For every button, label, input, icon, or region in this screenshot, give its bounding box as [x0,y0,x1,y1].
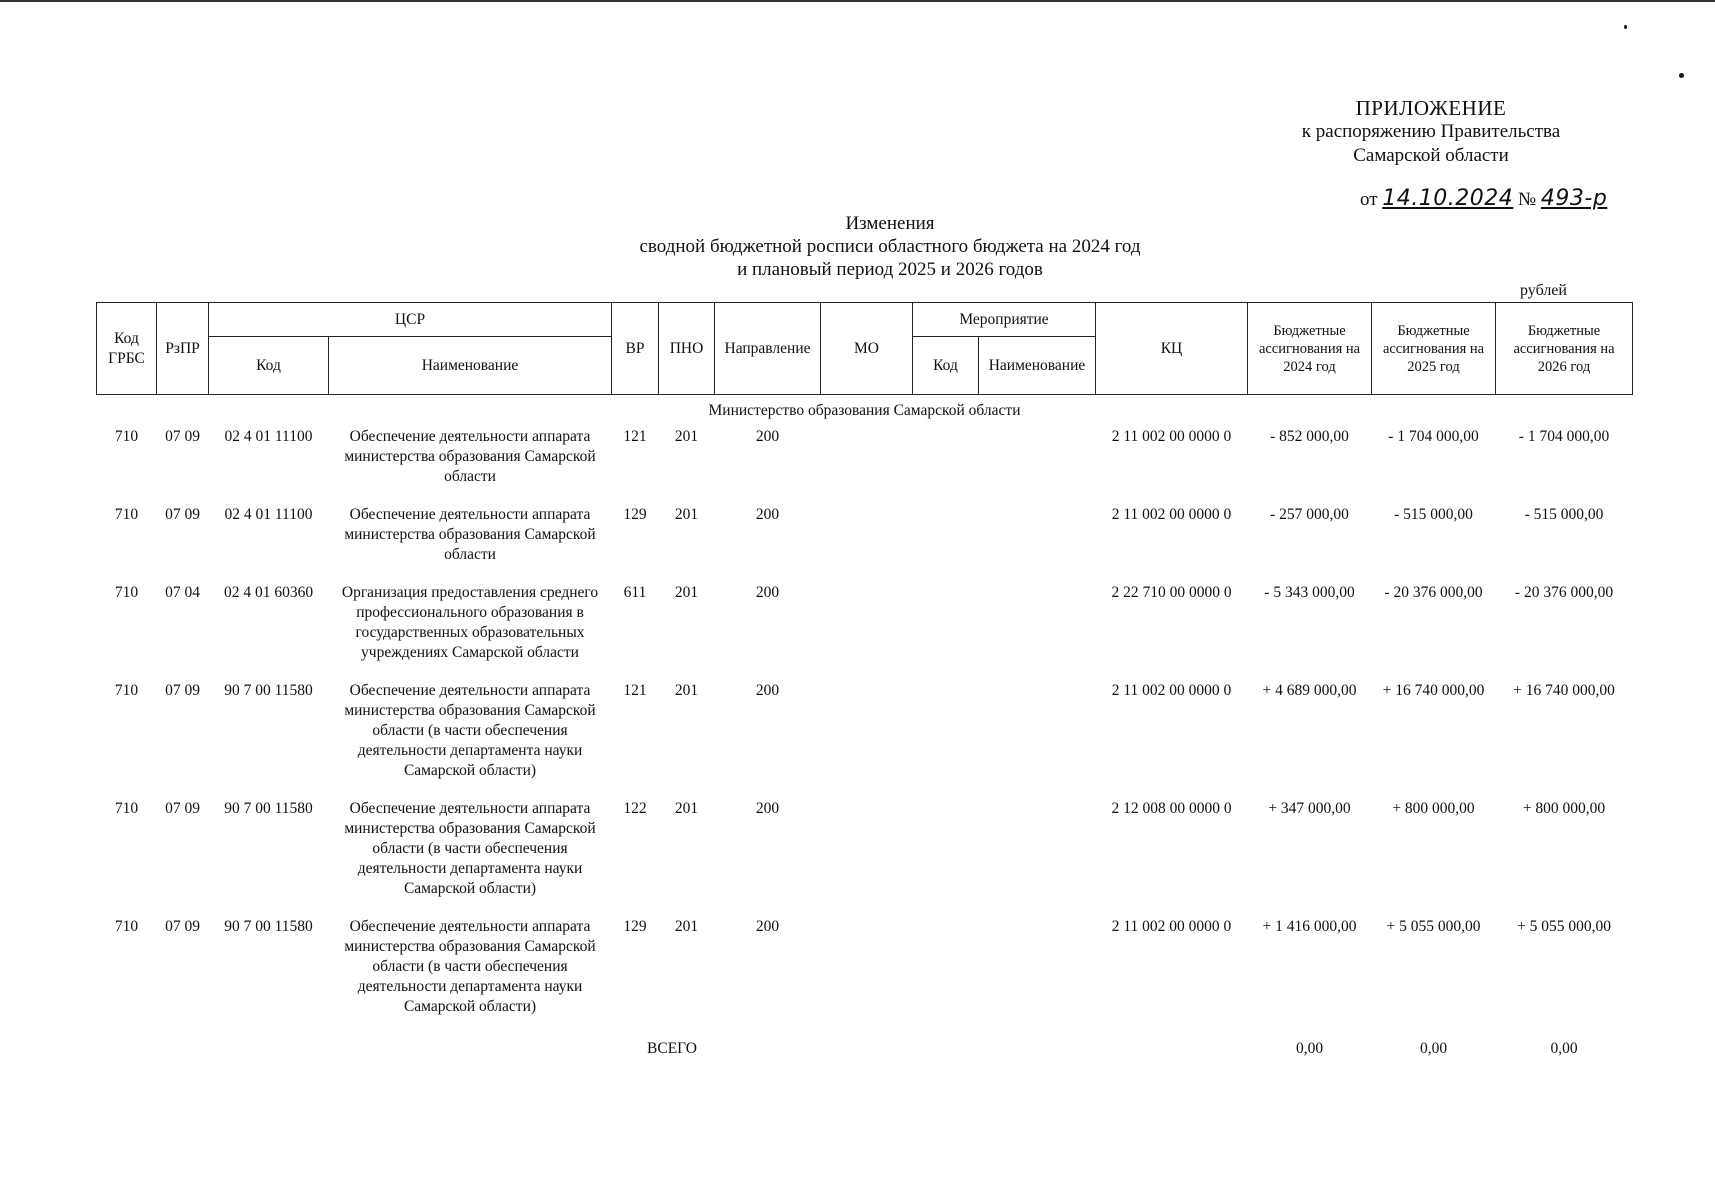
cell-y2024: - 5 343 000,00 [1264,584,1355,601]
cell-ev-code [913,917,979,1017]
cell-name: Обеспечение деятельности аппарата министерства образования Самарской области (в части обеспечения деятельности департамента науки Самарской области) [344,918,596,1015]
total-row [97,1035,1633,1059]
total-2025: 0,00 [1419,1040,1448,1057]
scan-speck [1624,25,1627,29]
spacer-cell [97,565,1633,583]
cell-csr: 90 7 00 11580 [224,800,313,817]
cell-vr: 129 [623,918,647,935]
spacer-cell [97,781,1633,799]
header-2026: Бюджетные ассигнования на 2026 год [1496,303,1633,395]
cell-y2026: - 1 704 000,00 [1518,428,1610,445]
order-number: 493-р [1540,186,1608,211]
row-spacer [97,565,1633,583]
budget-table [96,302,1633,1059]
cell-vr: 121 [623,428,647,445]
header-csr-name: Наименование [329,337,612,395]
cell-name: Обеспечение деятельности аппарата министерства образования Самарской области [344,506,596,563]
cell-rzpr: 07 09 [165,506,200,523]
cell-ev-name [979,583,1096,663]
header-mo: МО [821,303,913,395]
cell-y2026: - 515 000,00 [1524,506,1604,523]
header-kc: КЦ [1096,303,1248,395]
cell-y2026: + 800 000,00 [1522,800,1606,817]
cell-y2024: + 1 416 000,00 [1262,918,1357,935]
cell-vr: 121 [623,682,647,699]
header-pno: ПНО [659,303,715,395]
cell-name: Обеспечение деятельности аппарата министерства образования Самарской области (в части обеспечения деятельности департамента науки Самарской области) [344,682,596,779]
appendix-header [1251,96,1611,168]
cell-direction: 200 [755,506,780,523]
document-subtitle-2: и плановый период 2025 и 2026 годов [737,259,1043,280]
order-date: 14.10.2024 [1382,186,1514,211]
cell-kc: 2 12 008 00 0000 0 [1111,800,1232,817]
appendix-line-1: к распоряжению Правительства [1301,121,1561,142]
scan-speck [1679,73,1684,78]
spacer-cell [97,663,1633,681]
cell-y2024: + 347 000,00 [1268,800,1351,817]
group-title: Министерство образования Самарской области [708,402,1021,419]
cell-direction: 200 [755,918,780,935]
total-2026: 0,00 [1550,1040,1578,1057]
cell-rzpr: 07 09 [165,682,200,699]
document-subtitle-1: сводной бюджетной росписи областного бюджета на 2024 год [639,236,1141,257]
units-label: рублей [1520,282,1567,299]
total-label: ВСЕГО [647,1040,697,1057]
cell-grbs: 710 [114,428,139,445]
number-prefix: № [1518,189,1537,210]
cell-vr: 129 [623,506,647,523]
row-spacer [97,899,1633,917]
spacer-cell [97,899,1633,917]
cell-rzpr: 07 09 [165,918,200,935]
cell-y2025: + 16 740 000,00 [1382,682,1485,699]
header-rzpr: РзПР [157,303,209,395]
cell-mo [821,917,913,1017]
spacer-cell [97,1017,1633,1035]
cell-mo [821,505,913,565]
cell-vr: 611 [623,584,647,601]
cell-name: Обеспечение деятельности аппарата министерства образования Самарской области (в части обеспечения деятельности департамента науки Самарской области) [344,800,596,897]
cell-grbs: 710 [114,506,139,523]
cell-y2025: + 800 000,00 [1392,800,1475,817]
page-top-border [0,0,1715,2]
group-row [97,395,1633,428]
table-row [97,583,1633,663]
cell-y2024: - 852 000,00 [1270,428,1349,445]
order-reference [1360,186,1607,211]
cell-grbs: 710 [114,584,139,601]
cell-csr: 02 4 01 11100 [224,428,313,445]
cell-vr: 122 [623,800,647,817]
total-2024: 0,00 [1295,1040,1324,1057]
cell-kc: 2 22 710 00 0000 0 [1111,584,1232,601]
cell-y2025: + 5 055 000,00 [1386,918,1481,935]
row-spacer [97,487,1633,505]
date-prefix: от [1360,189,1378,210]
cell-y2025: - 1 704 000,00 [1388,428,1479,445]
cell-kc: 2 11 002 00 0000 0 [1111,428,1232,445]
cell-y2025: - 515 000,00 [1394,506,1473,523]
cell-ev-name [979,505,1096,565]
cell-mo [821,427,913,487]
table-body [97,395,1633,1060]
row-spacer [97,663,1633,681]
cell-csr: 90 7 00 11580 [224,918,313,935]
table-row [97,917,1633,1017]
cell-name: Организация предоставления среднего профессионального образования в государственных образовательных учреждениях Самарской области [341,584,599,661]
cell-kc: 2 11 002 00 0000 0 [1111,506,1232,523]
cell-ev-name [979,427,1096,487]
cell-y2026: + 5 055 000,00 [1517,918,1611,935]
cell-ev-code [913,681,979,781]
header-event: Мероприятие [913,303,1096,337]
header-vr: ВР [612,303,659,395]
cell-ev-name [979,799,1096,899]
appendix-title: ПРИЛОЖЕНИЕ [1355,96,1507,120]
cell-mo [821,681,913,781]
cell-ev-name [979,681,1096,781]
cell-ev-code [913,427,979,487]
header-csr: ЦСР [209,303,612,337]
table-row [97,799,1633,899]
table-row [97,427,1633,487]
header-grbs: Код ГРБС [97,303,157,395]
header-2025: Бюджетные ассигнования на 2025 год [1372,303,1496,395]
cell-rzpr: 07 09 [165,428,200,445]
cell-pno: 201 [674,682,699,699]
cell-pno: 201 [674,428,699,445]
cell-ev-code [913,583,979,663]
header-csr-code: Код [209,337,329,395]
cell-y2026: + 16 740 000,00 [1513,682,1615,699]
cell-ev-name [979,917,1096,1017]
cell-pno: 201 [674,506,699,523]
cell-y2024: + 4 689 000,00 [1262,682,1357,699]
cell-csr: 02 4 01 60360 [223,584,314,601]
cell-direction: 200 [755,800,780,817]
cell-grbs: 710 [114,800,139,817]
cell-csr: 90 7 00 11580 [224,682,313,699]
cell-direction: 200 [755,428,780,445]
row-spacer [97,1017,1633,1035]
cell-name: Обеспечение деятельности аппарата министерства образования Самарской области [344,428,596,485]
header-direction: Направление [715,303,821,395]
cell-y2024: - 257 000,00 [1270,506,1349,523]
cell-direction: 200 [755,682,780,699]
cell-csr: 02 4 01 11100 [224,506,313,523]
appendix-line-2: Самарской области [1353,145,1509,166]
cell-pno: 201 [674,800,699,817]
row-spacer [97,781,1633,799]
document-title: Изменения [845,213,935,234]
cell-kc: 2 11 002 00 0000 0 [1111,682,1232,699]
document-title-block [555,212,1225,281]
table-header [97,303,1633,395]
cell-pno: 201 [674,918,699,935]
table-row [97,505,1633,565]
cell-rzpr: 07 09 [165,800,200,817]
cell-ev-code [913,505,979,565]
cell-direction: 200 [755,584,780,601]
cell-grbs: 710 [114,682,139,699]
header-2024: Бюджетные ассигнования на 2024 год [1248,303,1372,395]
spacer-cell [97,487,1633,505]
cell-pno: 201 [674,584,699,601]
cell-kc: 2 11 002 00 0000 0 [1111,918,1232,935]
header-event-name: Наименование [979,337,1096,395]
cell-rzpr: 07 04 [165,584,200,601]
cell-ev-code [913,799,979,899]
cell-grbs: 710 [114,918,139,935]
cell-mo [821,799,913,899]
cell-mo [821,583,913,663]
cell-y2026: - 20 376 000,00 [1514,584,1614,601]
header-event-code: Код [913,337,979,395]
cell-y2025: - 20 376 000,00 [1384,584,1483,601]
table-row [97,681,1633,781]
